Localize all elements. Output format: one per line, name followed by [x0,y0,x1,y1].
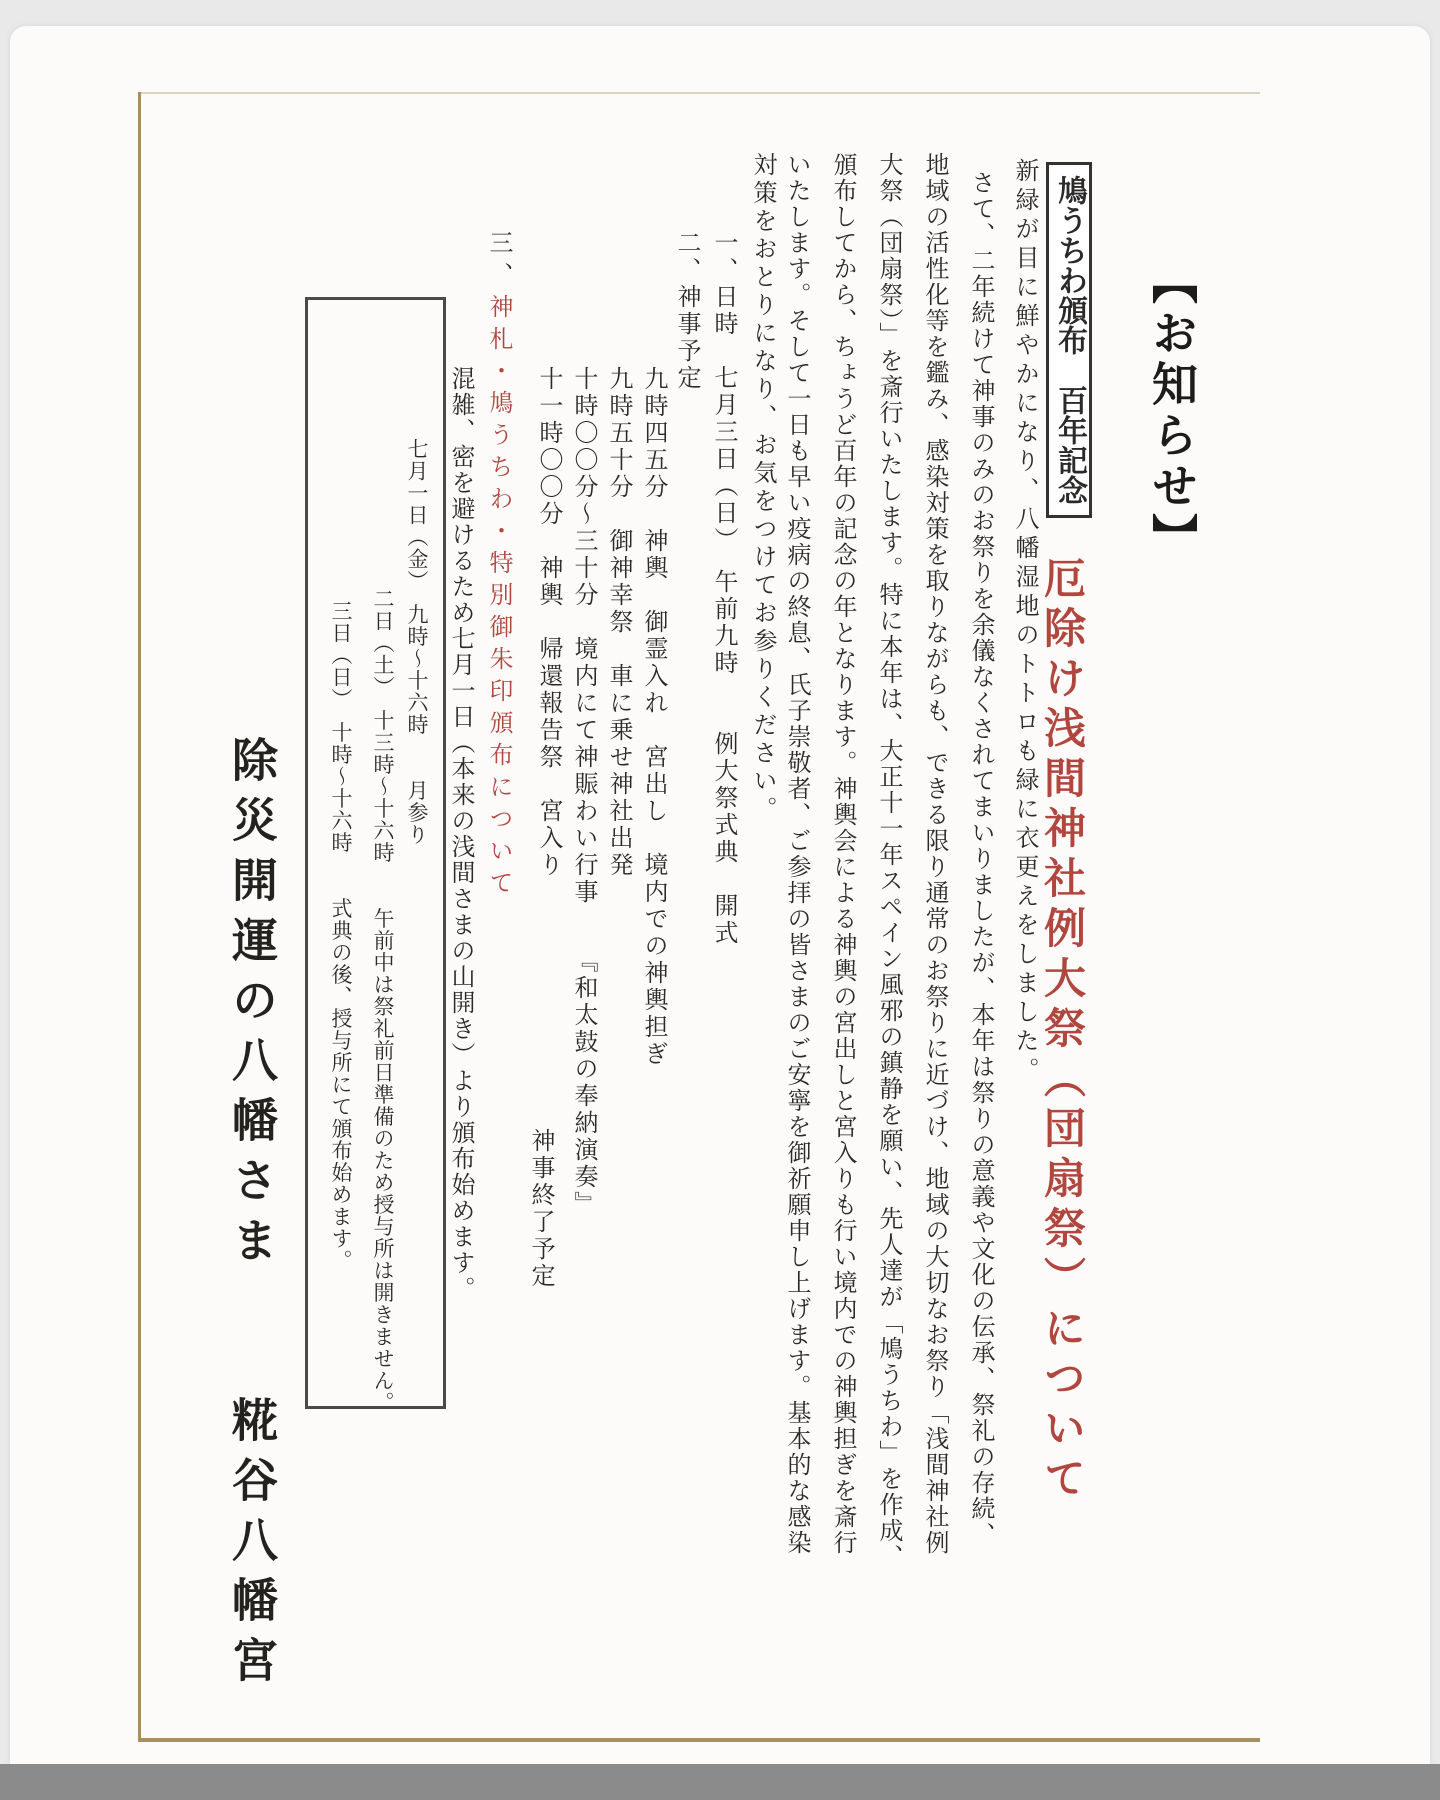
viewer-bottom-bar [0,1764,1440,1800]
schedule-end-note: 神事終了予定 [527,1128,553,1290]
schedule-line-4: 十一時〇〇分 神輿 帰還報告祭 宮入り [535,366,561,879]
paragraph-column-7: 対策をおとりになり、お気をつけてお参りください。 [749,152,775,824]
page-border-top [138,92,1260,94]
item-3-red-text: 神札・鳩うちわ・特別御朱印頒布について [485,294,511,902]
schedule-line-1: 九時四五分 神輿 御霊入れ 宮出し 境内での神輿担ぎ [640,366,666,1068]
item-3-heading [486,230,510,902]
page-border-left [138,92,141,1740]
paragraph-column-6: いたします。そして一日も早い疫病の終息、氏子崇敬者、ご参拝の皆さまのご安寧を御祈願申し上げます。基本的な感染 [783,152,809,1556]
item-3-number: 三、 [485,230,511,294]
hours-line-1: 七月一日（金） 九時～十六時 月参り [405,438,429,846]
page-border-bottom [138,1738,1260,1742]
centennial-badge: 鳩うちわ頒布 百年記念 [1046,162,1092,518]
hours-line-3: 三日（日） 十時～十六時 式典の後、授与所にて頒布始めます。 [329,600,353,1272]
paragraph-column-3: 地域の活性化等を鑑み、感染対策を取りながらも、できる限り通常のお祭りに近づけ、地域の大切なお祭り「浅間神社例 [921,152,947,1556]
paragraph-column-4: 大祭（団扇祭）」を斎行いたします。特に本年は、大正十一年スペイン風邪の鎮静を願い、先人達が「鳩うちわ」を作成、 [875,152,901,1570]
notice-title: 【お知らせ】 [1146,258,1197,564]
paragraph-column-5: 頒布してから、ちょうど百年の記念の年となります。神輿会による神輿の宮出しと宮入りも行い境内での神輿担ぎを斎行 [829,152,855,1556]
shrine-signoff: 除災開運の八幡さま 糀谷八幡宮 [226,736,277,1696]
item-1-datetime: 一、日時 七月三日（日） 午前九時 例大祭式典 開式 [710,230,736,947]
schedule-line-2: 九時五十分 御神幸祭 車に乗せ神社出発 [605,366,631,879]
schedule-line-3: 十時〇〇分～三十分 境内にて神賑わい行事 『和太鼓の奉納演奏』 [570,366,596,1218]
item-2-heading: 二、神事予定 [673,230,699,392]
festival-headline: 厄除け浅間神社例大祭（団扇祭）について [1038,556,1084,1506]
hours-line-2: 二日（土） 十三時～十六時 午前中は祭礼前日準備のため授与所は開きません。 [371,588,395,1414]
paragraph-column-2: さて、二年続けて神事のみのお祭りを余儀なくされてまいりましたが、本年は祭りの意義や文化の伝承、祭礼の存続、 [967,170,993,1548]
paragraph-column-1: 新緑が目に鮮やかになり、八幡湿地のトトロも緑に衣更えをしました。 [1011,158,1037,1086]
item-3-note: 混雑、密を避けるため七月一日（本来の浅間さまの山開き）より頒布始めます。 [447,366,473,1302]
